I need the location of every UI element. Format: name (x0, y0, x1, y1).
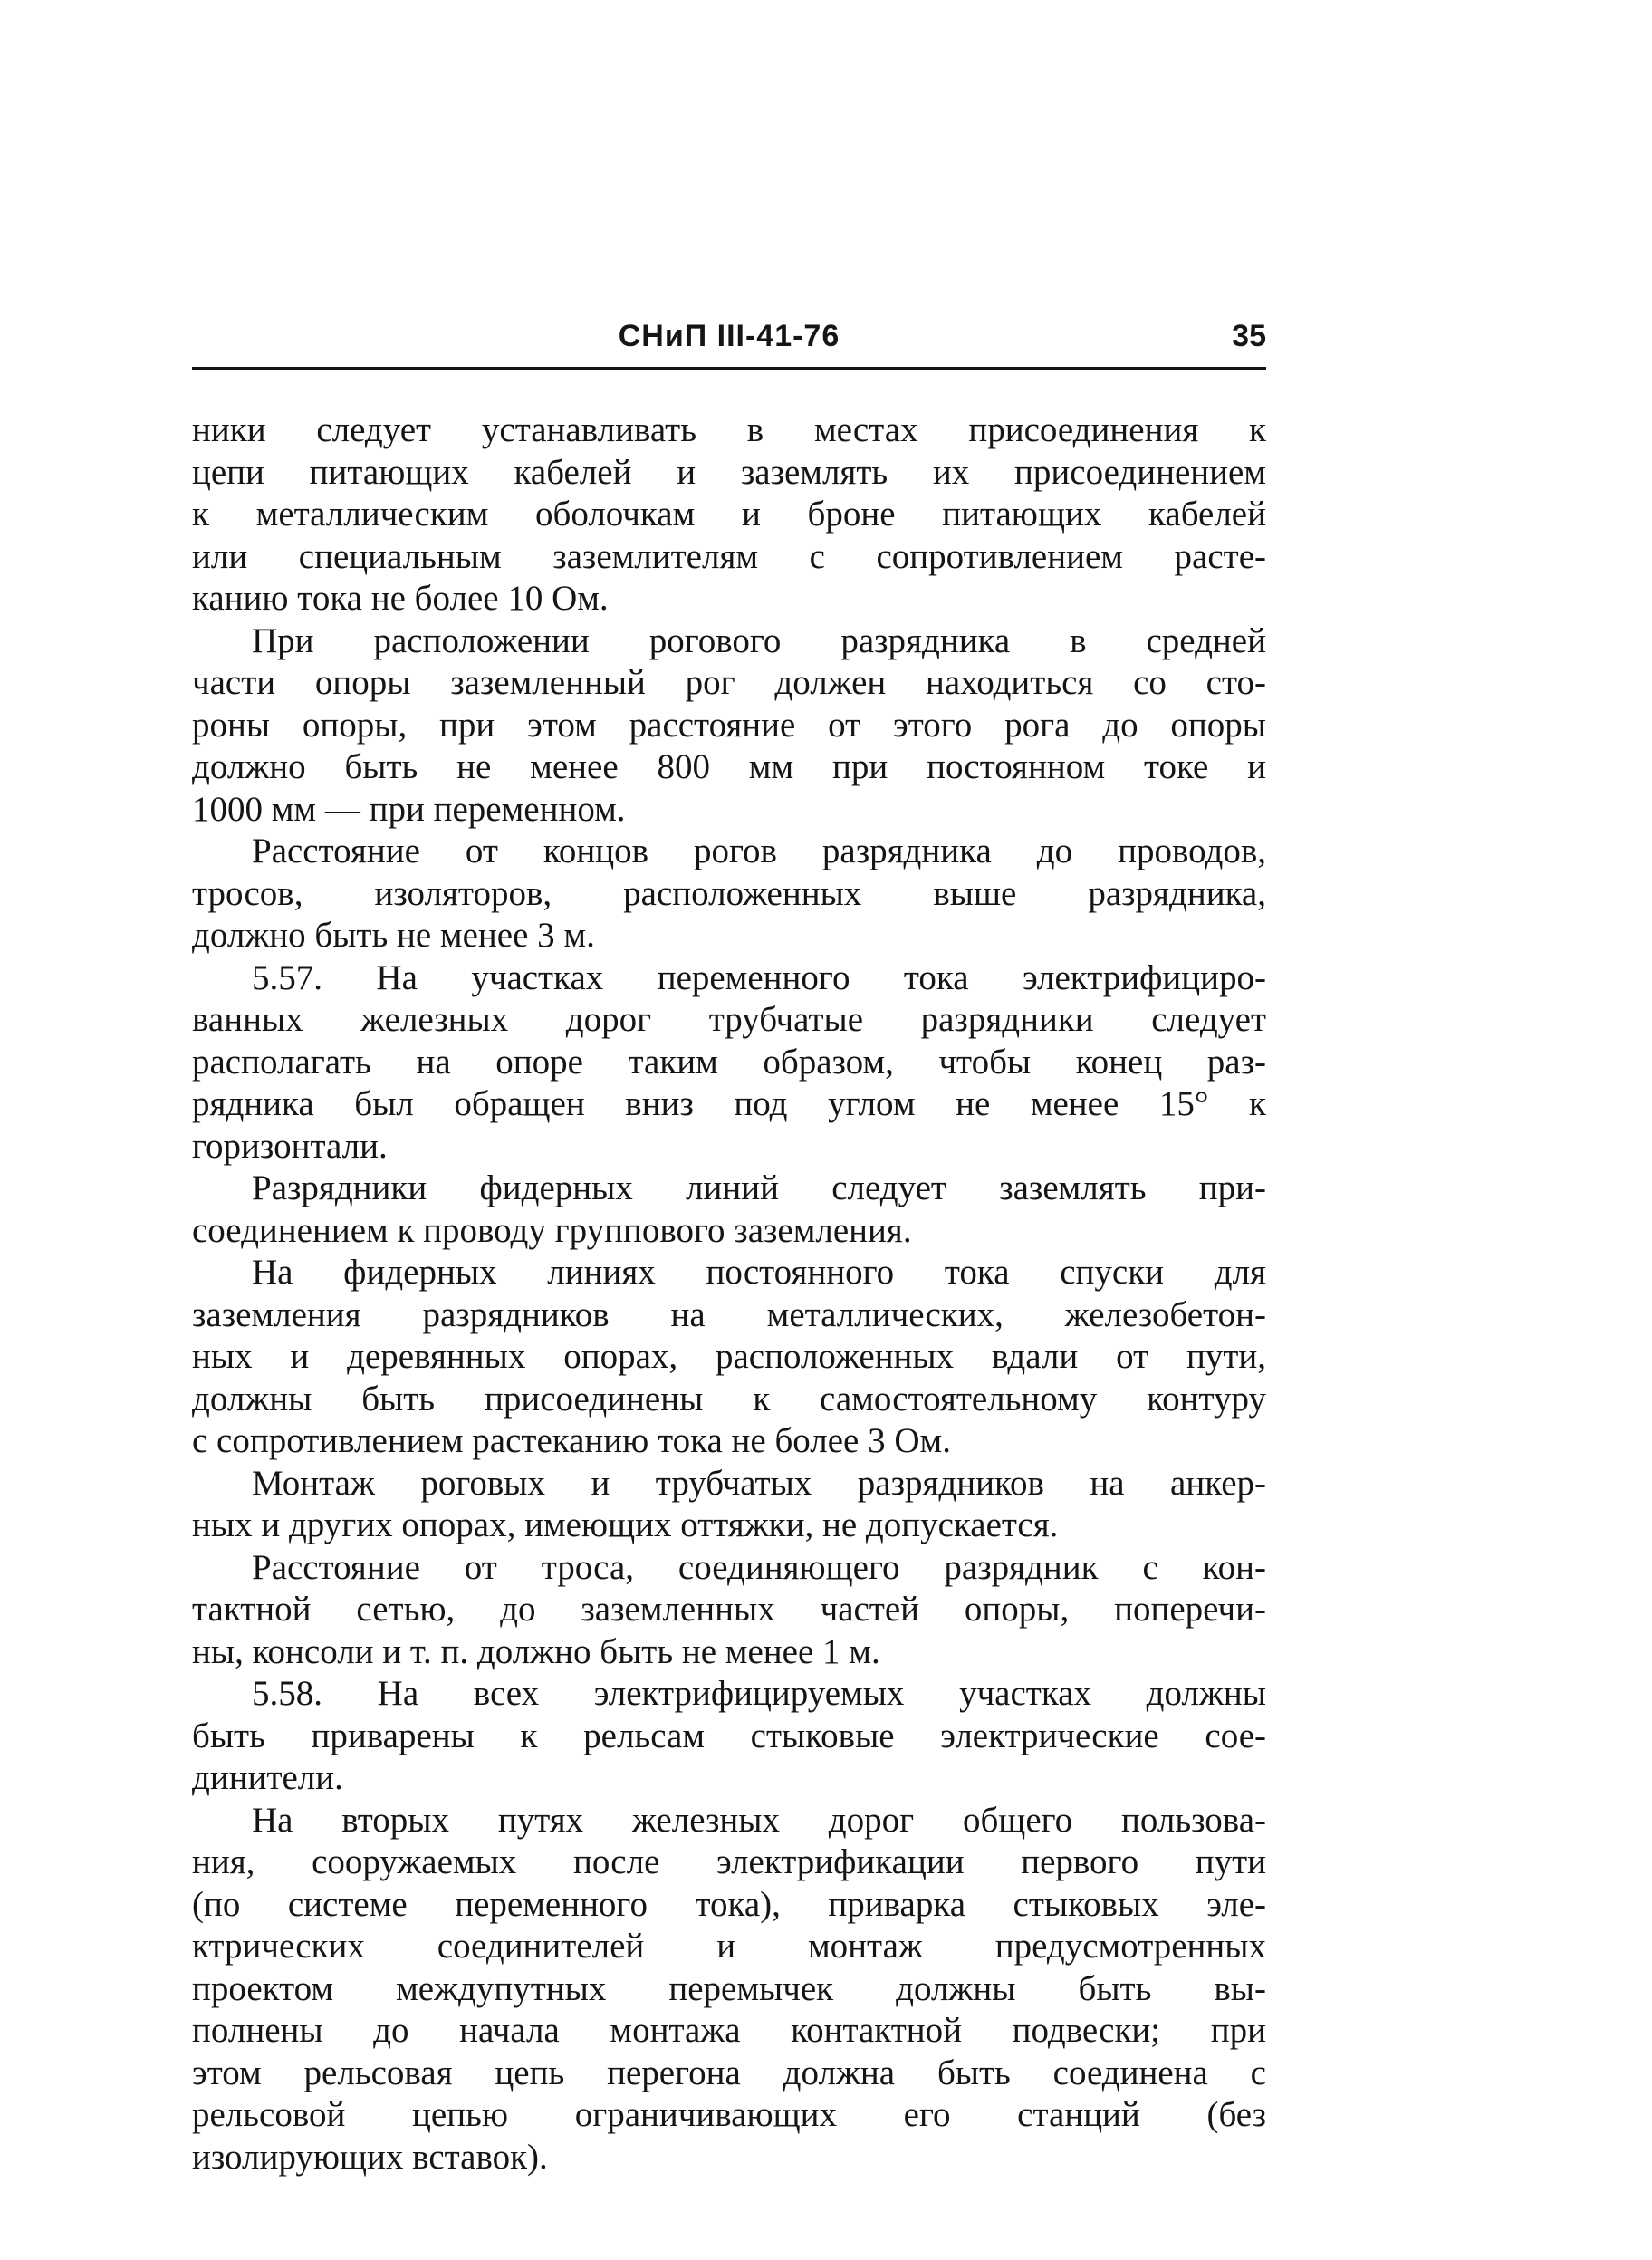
text-line: ники следует устанавливать в местах присоединения к (192, 410, 1266, 449)
text-line: При расположении рогового разрядника в средней (252, 620, 1266, 660)
text-line: динители. (192, 1758, 343, 1797)
text-line: должны быть присоединены к самостоятельному контуру (192, 1379, 1266, 1419)
text-line: (по системе переменного тока), приварка стыковых эле- (192, 1884, 1266, 1924)
text-line: этом рельсовая цепь перегона должна быть соединена с (192, 2053, 1266, 2092)
paragraph (192, 1673, 1266, 1800)
text-line: тактной сетью, до заземленных частей опоры, поперечи- (192, 1590, 1266, 1629)
document-code: СНиП III-41-76 (618, 319, 840, 353)
text-line: части опоры заземленный рог должен находиться со сто- (192, 663, 1266, 702)
text-line: с сопротивлением растеканию тока не более 3 Ом. (192, 1421, 951, 1460)
body-text (192, 409, 1266, 2178)
text-line: 5.58. На всех электрифицируемых участках должны (252, 1674, 1266, 1713)
paragraph (192, 620, 1266, 832)
text-line: цепи питающих кабелей и заземлять их присоединением (192, 452, 1266, 492)
text-line: ванных железных дорог трубчатые разрядники следует (192, 1000, 1266, 1039)
text-line: канию тока не более 10 Ом. (192, 579, 609, 618)
text-line: 5.57. На участках переменного тока электрифициро- (252, 957, 1266, 997)
page-number: 35 (1232, 319, 1266, 353)
paragraph (192, 831, 1266, 957)
text-line: На вторых путях железных дорог общего пользова- (252, 1800, 1266, 1840)
text-line: ных и деревянных опорах, расположенных вдали от пути, (192, 1337, 1266, 1376)
text-line: Расстояние от концов рогов разрядника до проводов, (252, 832, 1266, 870)
header-rule (192, 367, 1266, 370)
text-line: рельсовой цепью ограничивающих его станций (без (192, 2095, 1266, 2134)
text-line: роны опоры, при этом расстояние от этого рога до опоры (192, 705, 1266, 745)
text-line: ктрических соединителей и монтаж предусмотренных (192, 1927, 1266, 1966)
text-line: Разрядники фидерных линий следует заземлять при- (252, 1168, 1266, 1207)
text-line: должно быть не менее 800 мм при постоянном токе и (192, 747, 1266, 786)
text-line: быть приварены к рельсам стыковые электрические сое- (192, 1716, 1266, 1755)
paragraph (192, 1800, 1266, 2179)
text-line: должно быть не менее 3 м. (192, 916, 595, 955)
paragraph (192, 1252, 1266, 1463)
text-line: 1000 мм — при переменном. (192, 789, 626, 829)
text-line: изолирующих вставок). (192, 2137, 548, 2177)
paragraph (192, 1168, 1266, 1252)
text-line: тросов, изоляторов, расположенных выше разрядника, (192, 873, 1266, 913)
text-line: горизонтали. (192, 1126, 388, 1166)
paragraph (192, 1547, 1266, 1674)
text-line: ния, сооружаемых после электрификации первого пути (192, 1842, 1266, 1881)
paragraph (192, 1463, 1266, 1547)
text-line: ны, консоли и т. п. должно быть не менее 1 м. (192, 1631, 880, 1671)
text-line: заземления разрядников на металлических, железобетон- (192, 1294, 1266, 1334)
text-line: полнены до начала монтажа контактной подвески; при (192, 2011, 1266, 2050)
paragraph (192, 409, 1266, 620)
page-header (192, 319, 1266, 370)
text-line: к металлическим оболочкам и броне питающих кабелей (192, 495, 1266, 534)
text-line: располагать на опоре таким образом, чтобы конец раз- (192, 1042, 1266, 1082)
text-line: или специальным заземлителям с сопротивлением расте- (192, 536, 1266, 576)
text-line: Расстояние от троса, соединяющего разрядник с кон- (252, 1547, 1266, 1587)
text-line: проектом междупутных перемычек должны быть вы- (192, 1968, 1266, 2008)
text-line: рядника был обращен вниз под углом не менее 15° к (192, 1084, 1266, 1123)
text-line: На фидерных линиях постоянного тока спуски для (252, 1253, 1266, 1292)
paragraph (192, 957, 1266, 1168)
text-line: соединением к проводу группового заземления. (192, 1210, 912, 1250)
text-line: Монтаж роговых и трубчатых разрядников на анкер- (252, 1463, 1266, 1503)
text-line: ных и других опорах, имеющих оттяжки, не допускается. (192, 1505, 1059, 1544)
